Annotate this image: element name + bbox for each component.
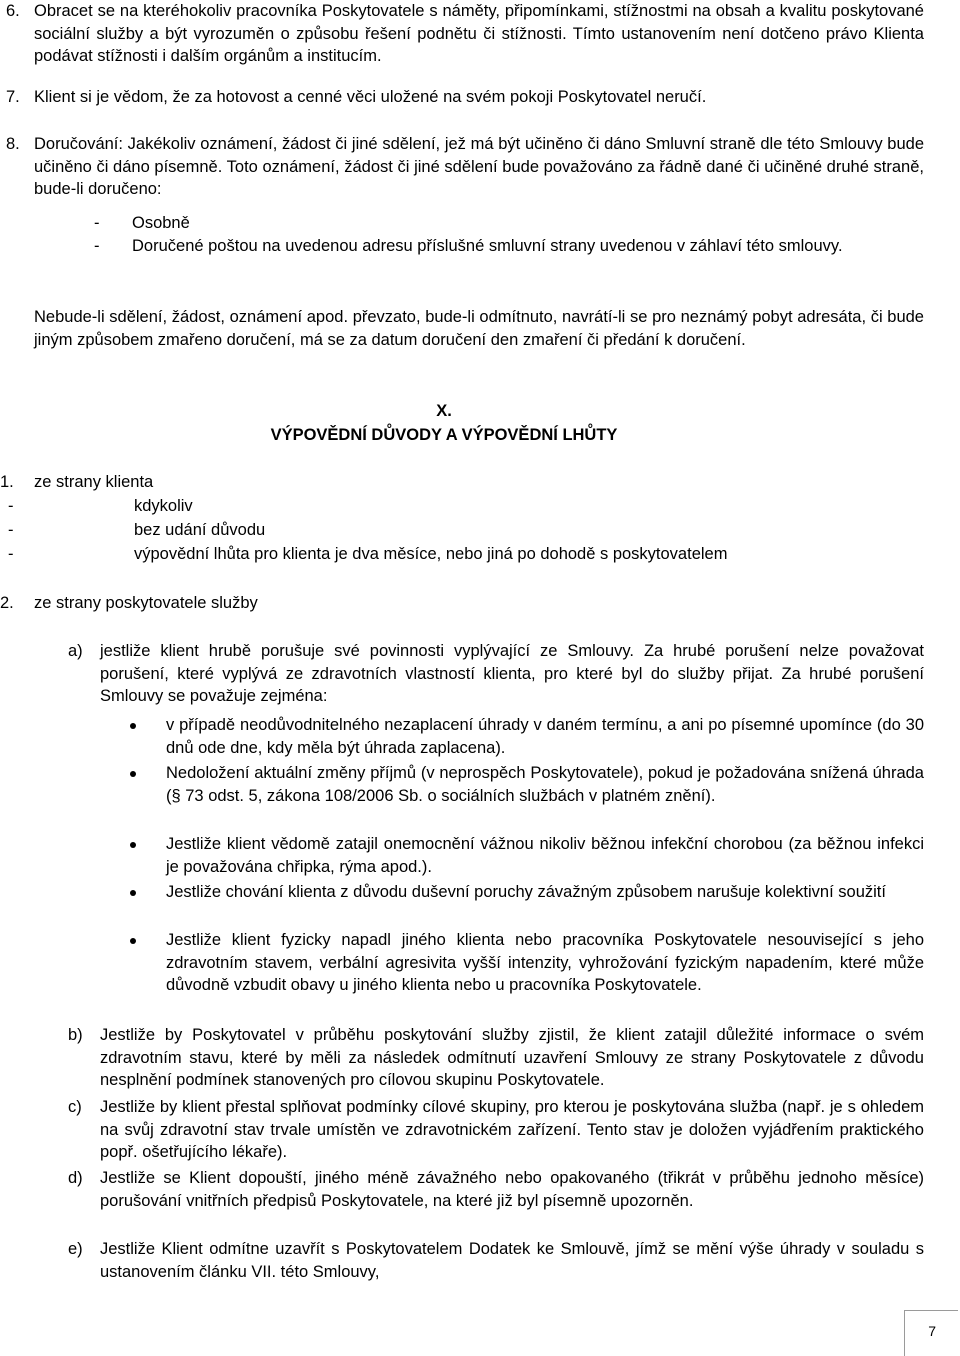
provider-reason-a	[68, 640, 924, 708]
reason-text: Jestliže se Klient dopouští, jiného méně závažného nebo opakovaného (třikrát v průběhu jednoho měsíce) porušování vnitřních předpisů Poskytovatele, na které již byl písemně upozorněn.	[100, 1169, 924, 1210]
reason-label: c)	[68, 1098, 82, 1116]
provider-reason-b	[68, 1024, 924, 1092]
bullet-icon	[130, 771, 136, 777]
list-number: 1.	[0, 473, 14, 491]
list-label: ze strany poskytovatele služby	[34, 594, 258, 612]
clause-number: 6.	[6, 2, 20, 20]
bullet-text: Jestliže chování klienta z důvodu duševní poruchy závažným způsobem narušuje kolektivní soužití	[166, 883, 886, 901]
provider-reason-c	[68, 1096, 924, 1164]
clause-7	[8, 86, 924, 109]
reason-label: a)	[68, 642, 83, 660]
bullet-item	[120, 714, 924, 759]
page-number: 7	[928, 1323, 936, 1339]
bullet-text: Jestliže klient vědomě zatajil onemocnění vážnou nikoliv běžnou infekční chorobou (za běžnou infekci je považována chřipka, rýma apod.).	[166, 835, 924, 876]
reason-label: d)	[68, 1169, 83, 1187]
bullet-icon	[130, 890, 136, 896]
reason-label: e)	[68, 1240, 83, 1258]
provider-reason-d	[68, 1167, 924, 1212]
bullet-text: v případě neodůvodnitelného nezaplacení úhrady v daném termínu, a ani po písemné upomínce (do 30 dnů ode dne, kdy měla být úhrada zaplacena).	[166, 716, 924, 757]
delivery-option-text: Doručené poštou na uvedenou adresu příslušné smluvní strany uvedenou v záhlaví této smlouvy.	[132, 237, 843, 255]
reason-text: Jestliže by Poskytovatel v průběhu poskytování služby zjistil, že klient zatajil důležité informace o svém zdravotním stavu, které by měli za následek odmítnutí uzavření Smlouvy ze strany Poskytovatele z důvodu nesplnění podmínek stanovených pro cílovou skupinu Poskytovatele.	[100, 1026, 924, 1090]
termination-by-client	[0, 471, 924, 494]
dash-marker: -	[8, 521, 14, 539]
section-title: VÝPOVĚDNÍ DŮVODY A VÝPOVĚDNÍ LHŮTY	[270, 426, 618, 444]
delivery-option	[94, 212, 924, 235]
delivery-note-text: Nebude-li sdělení, žádost, oznámení apod. převzato, bude-li odmítnuto, navrátí-li se pro neznámý pobyt adresáta, či bude jiným způsobem zmařeno doručení, má se za datum doručení den zmaření či předání k doručení.	[34, 308, 924, 349]
dash-marker: -	[94, 214, 100, 232]
list-number: 2.	[0, 594, 14, 612]
clause-8	[8, 133, 924, 201]
bullet-text: Jestliže klient fyzicky napadl jiného klienta nebo pracovníka Poskytovatele nesouvisející s jeho zdravotním stavem, verbální agresivita vyšší intenzity, vyhrožování fyzickým napadením, které může důvodně vzbudit obavy u jiného klienta nebo u pracovníka Poskytovatele.	[166, 931, 924, 995]
delivery-note	[8, 306, 924, 351]
client-condition-text: kdykoliv	[134, 497, 193, 515]
provider-reason-e	[68, 1238, 924, 1283]
clause-text: Obracet se na kteréhokoliv pracovníka Poskytovatele s náměty, připomínkami, stížnostmi na obsah a kvalitu poskytované sociální služby a být vyrozuměn o způsobu řešení podnětu či stížnosti. Tímto ustanovením není dotčeno právo Klienta podávat stížnosti i dalším orgánům a institucím.	[34, 2, 924, 66]
bullet-icon	[130, 938, 136, 944]
page-number-box	[904, 1310, 958, 1356]
dash-marker: -	[8, 497, 14, 515]
bullet-text: Nedoložení aktuální změny příjmů (v neprospěch Poskytovatele), pokud je požadována snížená úhrada (§ 73 odst. 5, zákona 108/2006 Sb. o sociálních službách v platném znění).	[166, 764, 924, 805]
delivery-option	[94, 235, 924, 258]
section-number: X.	[436, 402, 452, 420]
clause-number: 7.	[6, 88, 20, 106]
termination-by-provider	[0, 592, 924, 615]
reason-text: jestliže klient hrubě porušuje své povinnosti vyplývající ze Smlouvy. Za hrubé porušení nelze považovat porušení, které vyplývá ze zdravotních vlastností klienta, pro které byl do služby přijat. Za hrubé porušení Smlouvy se považuje zejména:	[100, 642, 924, 706]
clause-text: Doručování: Jakékoliv oznámení, žádost či jiné sdělení, jež má být učiněno či dáno Smluvní straně dle této Smlouvy bude učiněno či dáno písemně. Toto oznámení, žádost či jiné sdělení bude považováno za řádně dané či učiněné druhé straně, bude-li doručeno:	[34, 135, 924, 199]
bullet-item	[120, 881, 924, 904]
reason-label: b)	[68, 1026, 83, 1044]
dash-marker: -	[8, 545, 14, 563]
bullet-item	[120, 929, 924, 997]
delivery-option-text: Osobně	[132, 214, 190, 232]
clause-text: Klient si je vědom, že za hotovost a cenné věci uložené na svém pokoji Poskytovatel neručí.	[34, 88, 707, 106]
bullet-icon	[130, 723, 136, 729]
bullet-icon	[130, 842, 136, 848]
bullet-item	[120, 762, 924, 807]
bullet-item	[120, 833, 924, 878]
client-condition-text: bez udání důvodu	[134, 521, 266, 539]
reason-text: Jestliže by klient přestal splňovat podmínky cílové skupiny, pro kterou je poskytována služba (např. je s ohledem na svůj zdravotní stav trvale umístěn ve zdravotnickém zařízení. Tento stav je doložen vyjádřením praktického popř. ošetřujícího lékaře).	[100, 1098, 924, 1162]
clause-6	[8, 0, 924, 68]
list-label: ze strany klienta	[34, 473, 154, 491]
client-condition-text: výpovědní lhůta pro klienta je dva měsíce, nebo jiná po dohodě s poskytovatelem	[134, 545, 728, 563]
clause-number: 8.	[6, 135, 20, 153]
reason-text: Jestliže Klient odmítne uzavřít s Poskytovatelem Dodatek ke Smlouvě, jímž se mění výše úhrady v souladu s ustanovením článku VII. této Smlouvy,	[100, 1240, 924, 1281]
dash-marker: -	[94, 237, 100, 255]
